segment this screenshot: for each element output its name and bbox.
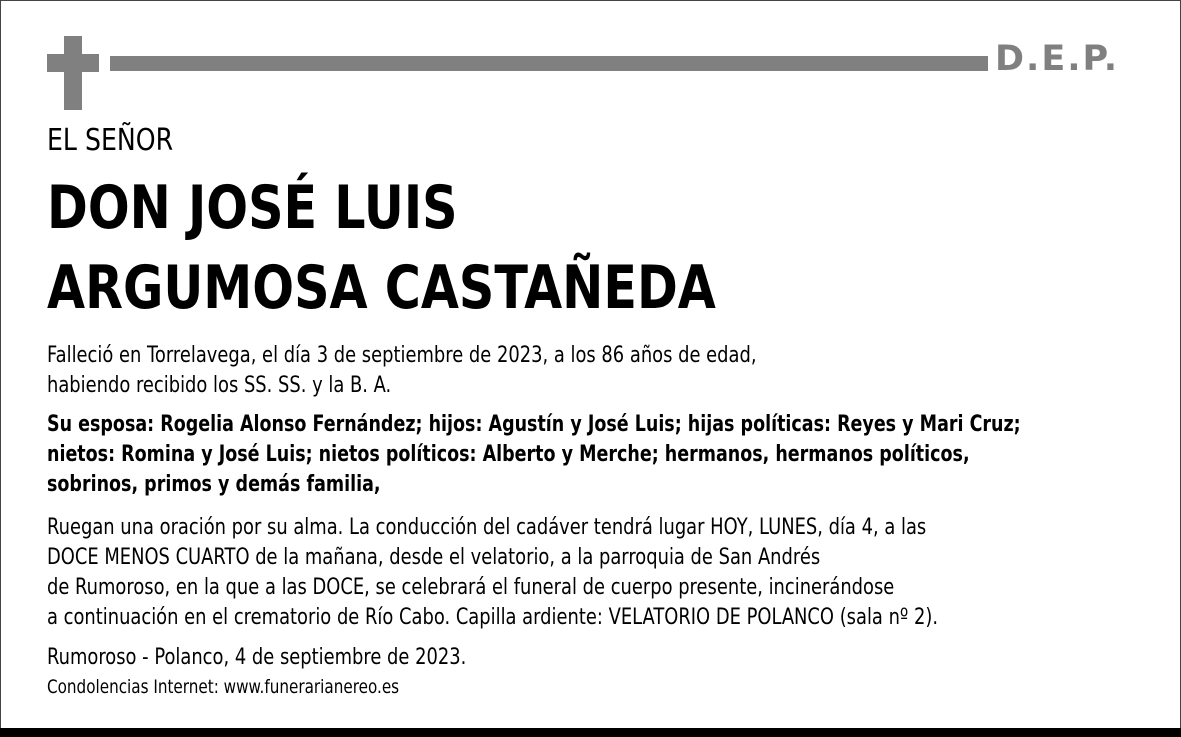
death-notice-line: Falleció en Torrelavega, el día 3 de septiembre de 2023, a los 86 años de edad, [47,342,757,368]
honorific: EL SEÑOR [47,123,174,158]
death-notice [47,340,1144,400]
family-line: sobrinos, primos y demás familia, [47,472,381,497]
ceremony-line: a continuación en el crematorio de Río Cabo. Capilla ardiente: VELATORIO DE POLANCO (sala nº 2). [47,604,939,630]
family-list [47,410,1144,500]
death-notice-line: habiendo recibido los SS. SS. y la B. A. [47,372,392,398]
ceremony-line: DOCE MENOS CUARTO de la mañana, desde el velatorio, a la parroquia de San Andrés [47,544,821,570]
family-line: Su esposa: Rogelia Alonso Fernández; hijos: Agustín y José Luis; hijas políticas: Reyes y Mari Cruz; [47,412,1021,437]
ceremony-line: de Rumoroso, en la que a las DOCE, se celebrará el funeral de cuerpo presente, incinerándose [47,574,895,600]
header-rule [110,56,988,71]
bottom-border [0,728,1181,737]
place-date [47,642,1144,672]
dep-mark: D.E.P. [995,39,1120,79]
place-date-text: Rumoroso - Polanco, 4 de septiembre de 2023. [47,644,467,670]
deceased-name-line-2: ARGUMOSA CASTAÑEDA [47,253,716,323]
cross-icon [47,36,99,110]
condolences-link: Condolencias Internet: www.funerarianereo.es [47,676,400,698]
ceremony-details [47,512,1144,632]
ceremony-line: Ruegan una oración por su alma. La conducción del cadáver tendrá lugar HOY, LUNES, día 4, a las [47,514,927,540]
family-line: nietos: Romina y José Luis; nietos políticos: Alberto y Merche; hermanos, hermanos políticos, [47,442,970,467]
deceased-name-line-1: DON JOSÉ LUIS [47,173,458,243]
